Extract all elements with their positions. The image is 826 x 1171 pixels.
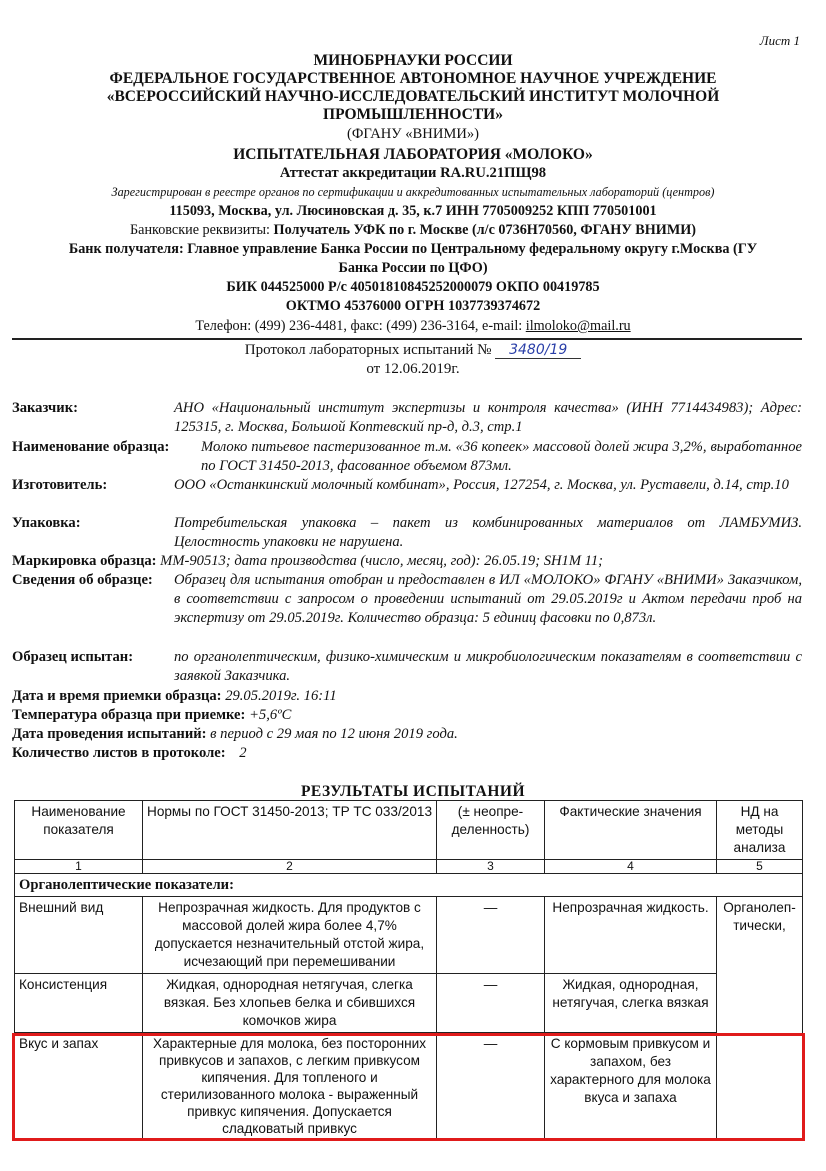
header-cell: Нормы по ГОСТ 31450-2013; ТР ТС 033/2013 <box>143 801 437 860</box>
org-name-line-1: ФЕДЕРАЛЬНОЕ ГОСУДАРСТВЕННОЕ АВТОНОМНОЕ НАУЧНОЕ УЧРЕЖДЕНИЕ <box>109 70 717 87</box>
maker-value: ООО «Останкинский молочный комбинат», Россия, 127254, г. Москва, ул. Руставели, д.14, стр.10 <box>174 477 789 493</box>
sample-value: Молоко питьевое пастеризованное т.м. «36 копеек» массовой долей жира 3,2%, выработанное по ГОСТ 31450-2013, фасованное объемом 873мл. <box>201 439 802 474</box>
row-uncertainty: — <box>437 974 545 1033</box>
address-line: 115093, Москва, ул. Люсиновская д. 35, к.7 ИНН 7705009252 КПП 770501001 <box>169 203 657 219</box>
contacts-line <box>0 318 826 335</box>
protocol-number: 3480/19 <box>495 342 581 359</box>
test-period-row <box>12 725 802 744</box>
org-name-line-2: «ВСЕРОССИЙСКИЙ НАУЧНО-ИССЛЕДОВАТЕЛЬСКИЙ ИНСТИТУТ МОЛОЧНОЙ <box>106 88 720 105</box>
sheet-count-label: Количество листов в протоколе: <box>12 745 226 761</box>
protocol-title <box>0 342 826 359</box>
tested-label: Образец испытан: <box>12 649 134 665</box>
sample-info-label: Сведения об образце: <box>12 572 153 588</box>
temperature-row <box>12 706 802 725</box>
row-actual: Непрозрачная жидкость. <box>545 897 717 974</box>
column-number: 2 <box>143 860 437 874</box>
sample-label: Наименование образца: <box>12 439 170 455</box>
marking-value: ММ-90513; дата производства (число, месяц, год): 26.05.19; SH1M 11; <box>160 553 604 569</box>
section-row <box>15 874 803 897</box>
bik-line: БИК 044525000 Р/с 40501810845252000079 ОКПО 00419785 <box>226 279 600 295</box>
receipt-row <box>12 687 802 706</box>
org-name-line-3: ПРОМЫШЛЕННОСТИ» <box>323 106 503 123</box>
bank-line-1: Банк получателя: Главное управление Банка России по Центральному федеральному округу г.Москва (ГУ <box>68 241 758 257</box>
sample-info-value: Образец для испытания отобран и предоставлен в ИЛ «МОЛОКО» ФГАНУ «ВНИМИ» Заказчиком, в соответствии с запросом о проведении испытаний от 29.05.2019г и Актом передачи проб на экспертизу от 29.05.2019г. Количество образца: 5 единиц фасовки по 0,873л. <box>174 572 802 626</box>
accreditation: Аттестат аккредитации RA.RU.21ПЩ98 <box>279 165 547 181</box>
marking-row <box>12 552 802 571</box>
sheet-count-row <box>12 744 802 763</box>
sample-row <box>12 438 802 476</box>
test-period-label: Дата проведения испытаний: <box>12 726 207 742</box>
row-name: Вкус и запах <box>15 1033 143 1140</box>
temperature-value: +5,6ºС <box>249 707 292 723</box>
tested-row <box>12 648 802 686</box>
contacts-text: Телефон: (499) 236-4481, факс: (499) 236-3164, e-mail: <box>195 318 526 334</box>
row-uncertainty: — <box>437 1033 545 1140</box>
header-cell: Наименование показателя <box>15 801 143 860</box>
bank-details-value: Получатель УФК по г. Москве (л/с 0736Н70560, ФГАНУ ВНИМИ) <box>273 222 696 238</box>
org-short-name: (ФГАНУ «ВНИМИ») <box>346 126 480 142</box>
header-cell: (± неопре-деленность) <box>437 801 545 860</box>
customer-value: АНО «Национальный институт экспертизы и контроля качества» (ИНН 7714434983); Адрес: 125315, г. Москва, Большой Коптевский пр-д, д.3, стр.1 <box>174 400 802 435</box>
sheet-count-value: 2 <box>239 745 247 761</box>
sample-info-row <box>12 571 802 628</box>
header-divider <box>12 338 802 340</box>
row-actual: С кормовым привкусом и запахом, без характерного для молока вкуса и запаха <box>545 1033 717 1140</box>
header-cell: Фактические значения <box>545 801 717 860</box>
maker-label: Изготовитель: <box>12 477 108 493</box>
packaging-value: Потребительская упаковка – пакет из комбинированных материалов от ЛАМБУМИЗ. Целостность упаковки не нарушена. <box>174 515 802 550</box>
customer-label: Заказчик: <box>12 400 78 416</box>
column-number: 4 <box>545 860 717 874</box>
row-uncertainty: — <box>437 897 545 974</box>
row-name: Консистенция <box>15 974 143 1033</box>
packaging-label: Упаковка: <box>12 515 81 531</box>
table-header-row <box>15 801 803 860</box>
bank-line-2: Банка России по ЦФО) <box>338 260 488 276</box>
column-number-row <box>15 860 803 874</box>
method-cell: Органолеп-тически, <box>717 897 803 1140</box>
ministry-title: МИНОБРНАУКИ РОССИИ <box>313 52 513 69</box>
bank-details-label: Банковские реквизиты: <box>130 222 274 238</box>
customer-row <box>12 399 802 437</box>
lab-name: ИСПЫТАТЕЛЬНАЯ ЛАБОРАТОРИЯ «МОЛОКО» <box>233 146 593 163</box>
row-norm: Непрозрачная жидкость. Для продуктов с массовой долей жира более 4,7% допускается незначительный отстой жира, исчезающий при перемешивании <box>143 897 437 974</box>
protocol-title-text: Протокол лабораторных испытаний № <box>244 342 492 358</box>
results-table <box>14 800 803 1140</box>
results-title: РЕЗУЛЬТАТЫ ИСПЫТАНИЙ <box>300 783 526 800</box>
oktmo-line: ОКТМО 45376000 ОГРН 1037739374672 <box>285 298 541 314</box>
receipt-label: Дата и время приемки образца: <box>12 688 222 704</box>
temperature-label: Температура образца при приемке: <box>12 707 246 723</box>
section-title: Органолептические показатели: <box>15 874 803 897</box>
table-row <box>15 897 803 974</box>
sheet-number: Лист 1 <box>759 33 800 48</box>
column-number: 1 <box>15 860 143 874</box>
row-actual: Жидкая, однородная, нетягучая, слегка вязкая <box>545 974 717 1033</box>
packaging-row <box>12 514 802 552</box>
header-cell: НД на методы анализа <box>717 801 803 860</box>
bank-details <box>0 222 826 239</box>
test-period-value: в период с 29 мая по 12 июня 2019 года. <box>210 726 458 742</box>
row-norm: Жидкая, однородная нетягучая, слегка вязкая. Без хлопьев белка и сбившихся комочков жира <box>143 974 437 1033</box>
table-row <box>15 974 803 1033</box>
registry-note: Зарегистрирован в реестре органов по сертификации и аккредитованных испытательных лабораторий (центров) <box>111 185 715 199</box>
maker-row <box>12 476 802 495</box>
protocol-date: от 12.06.2019г. <box>366 361 460 377</box>
email-link[interactable]: ilmoloko@mail.ru <box>525 318 631 334</box>
column-number: 3 <box>437 860 545 874</box>
tested-value: по органолептическим, физико-химическим и микробиологическим показателям в соответствии с заявкой Заказчика. <box>174 649 802 684</box>
receipt-value: 29.05.2019г. 16:11 <box>225 688 337 704</box>
table-row <box>15 1033 803 1140</box>
row-name: Внешний вид <box>15 897 143 974</box>
marking-label: Маркировка образца: <box>12 553 157 569</box>
column-number: 5 <box>717 860 803 874</box>
row-norm: Характерные для молока, без посторонних привкусов и запахов, с легким привкусом кипячения. Для топленого и стерилизованного молока - выраженный привкус кипячения. Допускается сладковатый привкус <box>143 1033 437 1140</box>
